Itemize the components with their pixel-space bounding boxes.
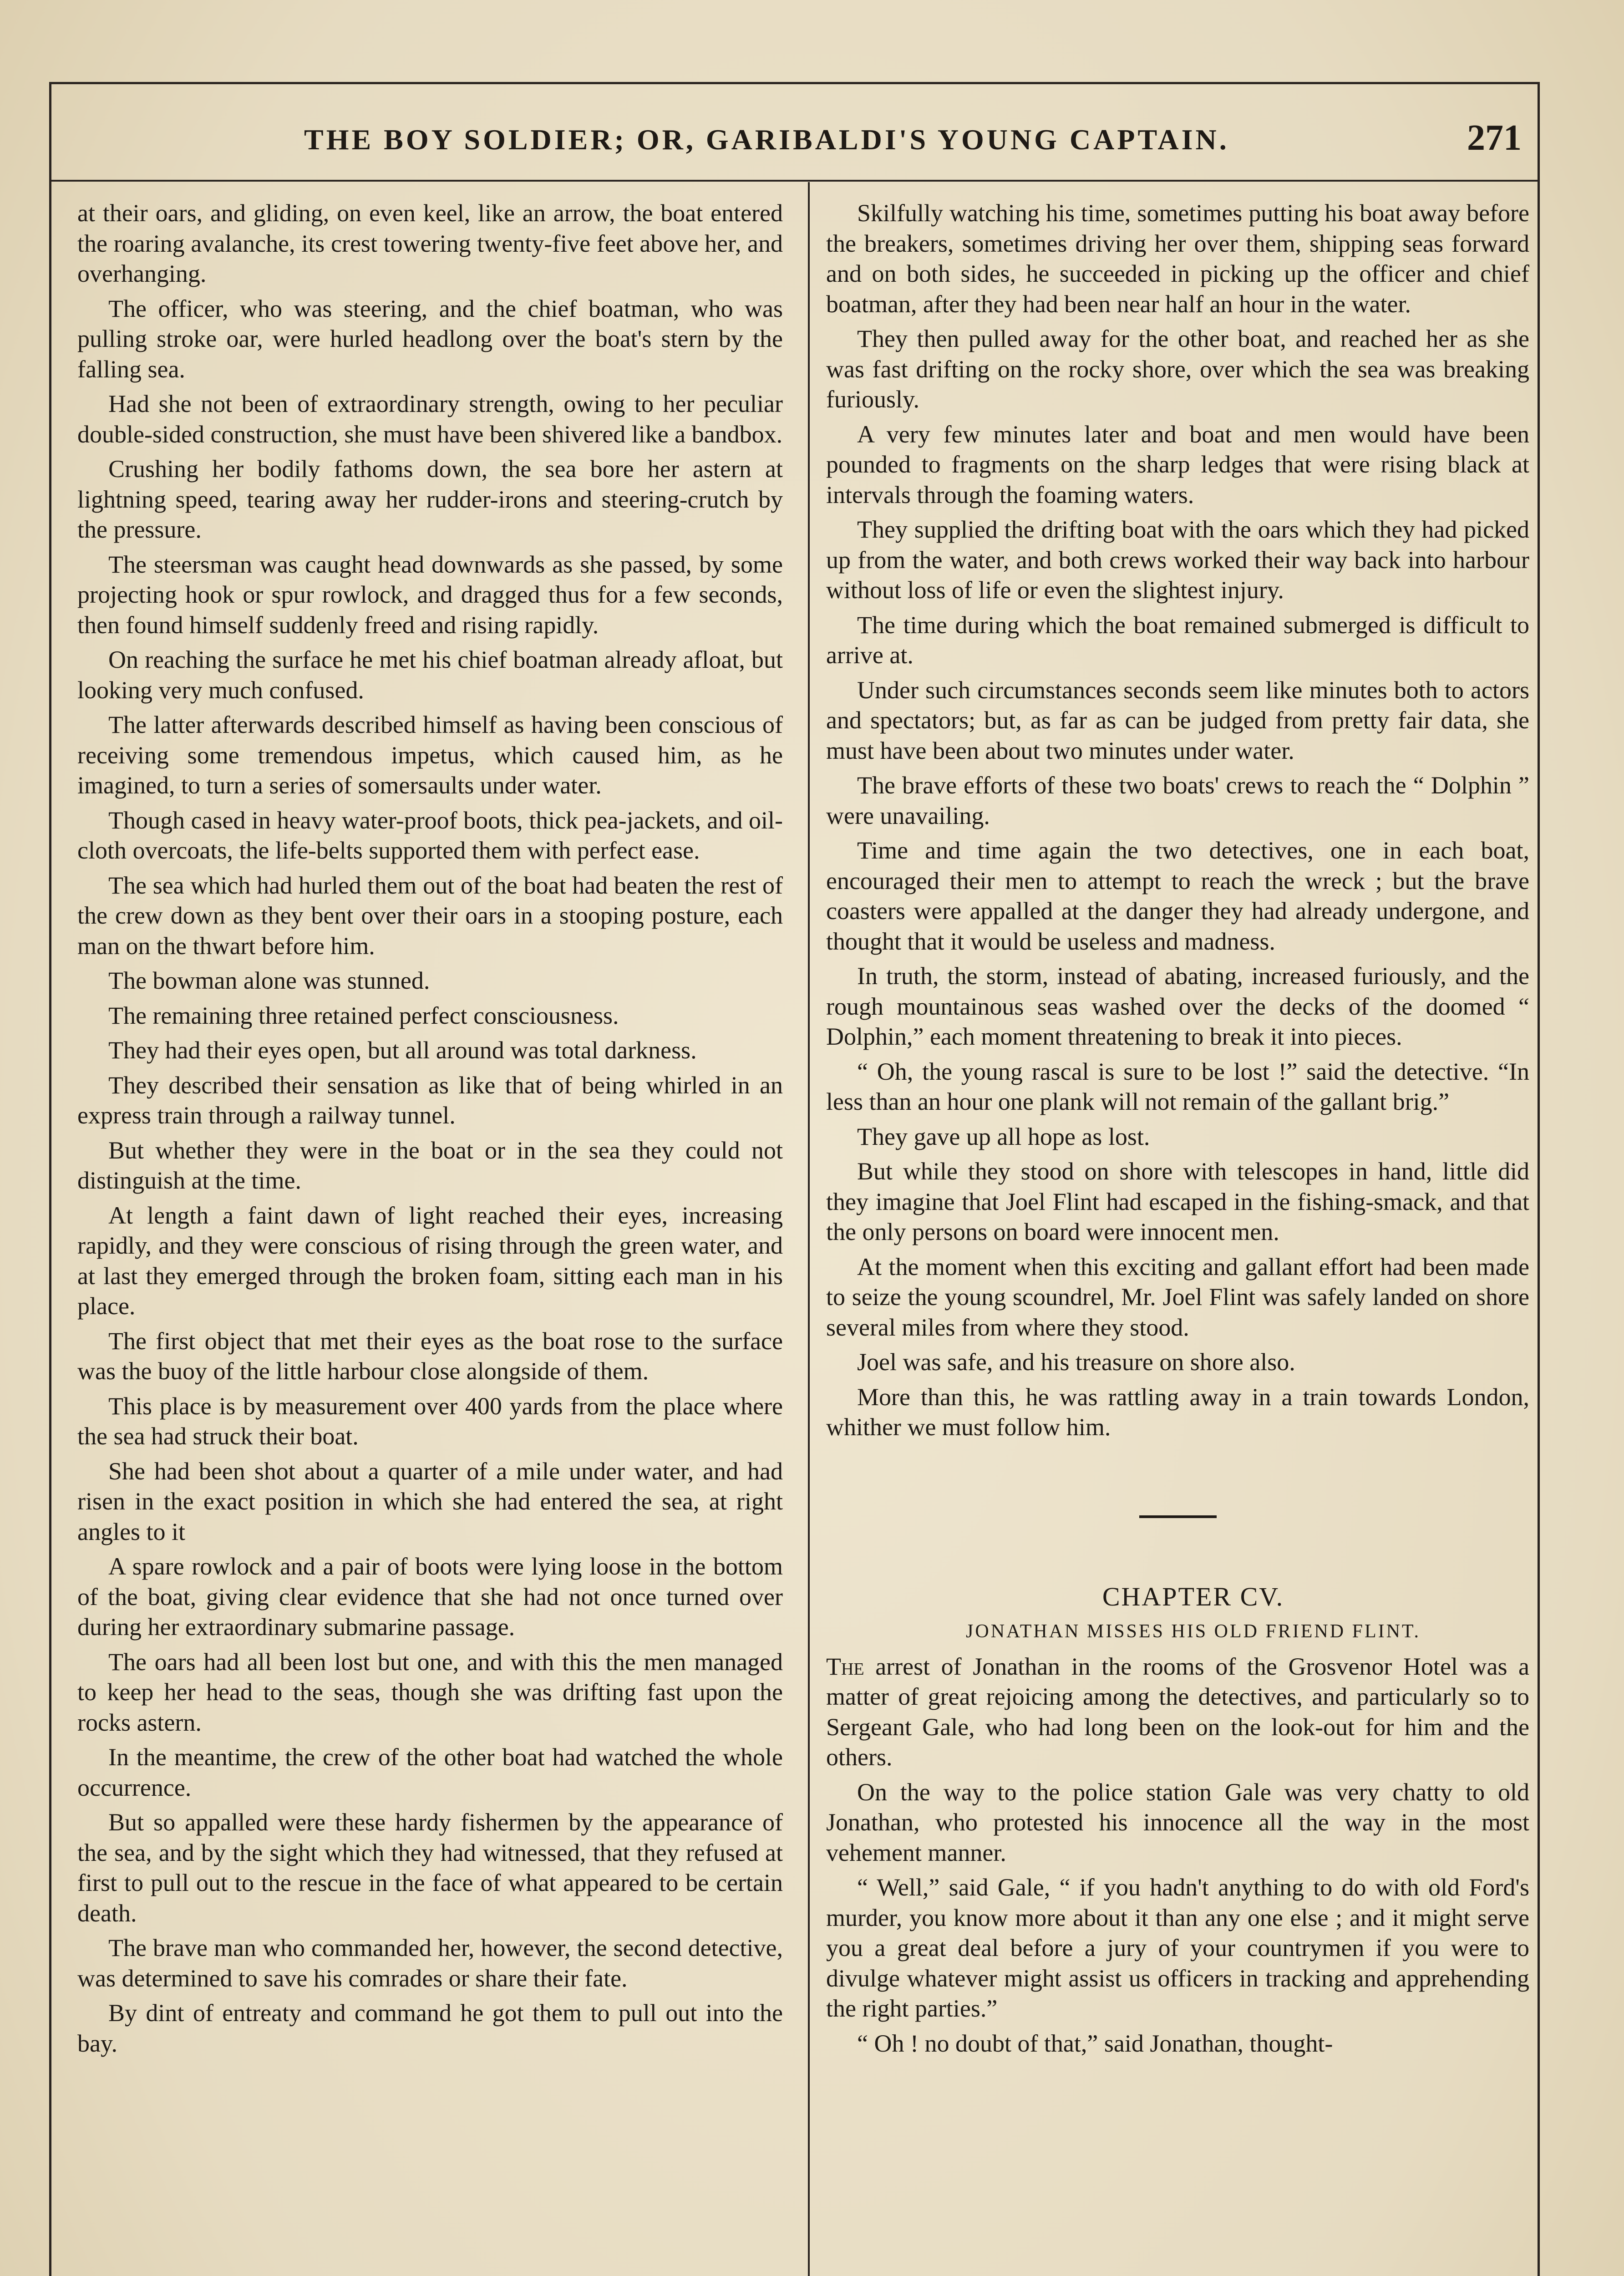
left-column: [77, 198, 783, 2276]
paragraph: “ Well,” said Gale, “ if you hadn't anything to do with old Ford's murder, you know more about it than any one else ; and it might serve you a great deal before a jury of your countrymen if you were to divulge whatever might assist us officers in tracking and apprehending the right parties.”: [826, 1874, 1529, 2022]
paragraph: The steersman was caught head downwards as she passed, by some projecting hook or spur rowlock, and dragged thus for a few seconds, then found himself suddenly freed and rising rapidly.: [77, 550, 783, 639]
paragraph: “ Oh ! no doubt of that,” said Jonathan, thought-: [857, 2029, 1333, 2057]
paragraph: In truth, the storm, instead of abating, increased furiously, and the rough mountainous seas washed over the decks of the doomed “ Dolphin,” each moment threatening to break it into pieces.: [826, 962, 1529, 1050]
paragraph: The latter afterwards described himself as having been conscious of receiving some tremendous impetus, which caused him, as he imagined, to turn a series of somersaults under water.: [77, 711, 783, 799]
right-column: [826, 198, 1529, 2276]
paragraph: Joel was safe, and his treasure on shore also.: [857, 1348, 1295, 1376]
paragraph: Under such circumstances seconds seem like minutes both to actors and spectators; but, as far as can be judged from pretty fair data, she must have been about two minutes under water.: [826, 676, 1529, 764]
paragraph: The oars had all been lost but one, and with this the men managed to keep her head to the seas, though she was drifting fast upon the rocks astern.: [77, 1648, 783, 1736]
paragraph: On the way to the police station Gale was very chatty to old Jonathan, who protested his innocence all the way in the most vehement manner.: [826, 1778, 1529, 1866]
paragraph: More than this, he was rattling away in a train towards London, whither we must follow him.: [826, 1383, 1529, 1441]
chapter-opening-paragraph: [826, 1651, 1529, 1773]
paragraph: At the moment when this exciting and gallant effort had been made to seize the young scoundrel, Mr. Joel Flint was safely landed on shore several miles from where they stood.: [826, 1253, 1529, 1341]
paragraph: The first object that met their eyes as the boat rose to the surface was the buoy of the little harbour close alongside of them.: [77, 1327, 783, 1385]
paragraph: But while they stood on shore with telescopes in hand, little did they imagine that Joel Flint had escaped in the fishing-smack, and that the only persons on board were innocent men.: [826, 1158, 1529, 1245]
page-number: 271: [1467, 118, 1522, 158]
paragraph: The brave efforts of these two boats' crews to reach the “ Dolphin ” were unavailing.: [826, 772, 1529, 829]
paragraph: At length a faint dawn of light reached their eyes, increasing rapidly, and they were conscious of rising through the green water, and at last they emerged through the broken foam, sitting each man in his place.: [77, 1201, 783, 1320]
paragraph: But whether they were in the boat or in the sea they could not distinguish at the time.: [77, 1136, 783, 1194]
paragraph: They described their sensation as like that of being whirled in an express train through a railway tunnel.: [77, 1071, 783, 1129]
paragraph: They then pulled away for the other boat, and reached her as she was fast drifting on the rocky shore, over which the sea was breaking furiously.: [826, 325, 1529, 413]
paragraph: Had she not been of extraordinary strength, owing to her peculiar double-sided construction, she must have been shivered like a bandbox.: [77, 390, 783, 448]
paragraph: The remaining three retained perfect consciousness.: [108, 1001, 619, 1029]
chapter-title: CHAPTER CV.: [1102, 1581, 1284, 1611]
running-title: THE BOY SOLDIER; OR, GARIBALDI'S YOUNG CAPTAIN.: [304, 123, 1229, 156]
column-divider: [808, 182, 810, 2276]
opening-text: arrest of Jonathan in the rooms of the Grosvenor Hotel was a matter of great rejoicing among the detectives, and particularly so to Sergeant Gale, who had long been on the look-out for him and the others.: [826, 1652, 1529, 1771]
paragraph: The officer, who was steering, and the chief boatman, who was pulling stroke oar, were hurled headlong over the boat's stern by the falling sea.: [77, 295, 783, 383]
paragraph: By dint of entreaty and command he got them to pull out into the bay.: [77, 1999, 783, 2057]
paragraph: A spare rowlock and a pair of boots were lying loose in the bottom of the boat, giving clear evidence that she had not once turned over during her extraordinary submarine passage.: [77, 1553, 783, 1641]
paragraph: They gave up all hope as lost.: [857, 1123, 1150, 1150]
paragraph: The time during which the boat remained submerged is difficult to arrive at.: [826, 611, 1529, 669]
header-rule: [49, 180, 1540, 182]
paragraph: “ Oh, the young rascal is sure to be lost !” said the detective. “In less than an hour one plank will not remain of the gallant brig.”: [826, 1057, 1529, 1115]
paragraph: In the meantime, the crew of the other boat had watched the whole occurrence.: [77, 1743, 783, 1801]
section-end-rule: [1139, 1515, 1217, 1518]
opening-word: The: [826, 1652, 864, 1680]
paragraph: She had been shot about a quarter of a mile under water, and had risen in the exact position in which she had entered the sea, at right angles to it: [77, 1457, 783, 1545]
paragraph: A very few minutes later and boat and men would have been pounded to fragments on the sharp ledges that were rising black at intervals through the foaming waters.: [826, 420, 1529, 508]
paragraph: Crushing her bodily fathoms down, the sea bore her astern at lightning speed, tearing away her rudder-irons and steering-crutch by the pressure.: [77, 455, 783, 543]
paragraph: The bowman alone was stunned.: [108, 967, 430, 994]
paragraph: But so appalled were these hardy fishermen by the appearance of the sea, and by the sight which they had witnessed, that they refused at first to pull out to the rescue in the face of what appeared to be certain death.: [77, 1809, 783, 1927]
chapter-subtitle: JONATHAN MISSES HIS OLD FRIEND FLINT.: [966, 1621, 1421, 1642]
paragraph: Skilfully watching his time, sometimes putting his boat away before the breakers, sometimes driving her over them, shipping seas forward and on both sides, he succeeded in picking up the officer and chief boatman, after they had been near half an hour in the water.: [826, 199, 1529, 318]
paragraph: Though cased in heavy water-proof boots, thick pea-jackets, and oil-cloth overcoats, the life-belts supported them with perfect ease.: [77, 806, 783, 864]
paragraph: at their oars, and gliding, on even keel, like an arrow, the boat entered the roaring avalanche, its crest towering twenty-five feet above her, and overhanging.: [77, 199, 783, 287]
paragraph: They had their eyes open, but all around was total darkness.: [108, 1036, 697, 1064]
paragraph: The brave man who commanded her, however, the second detective, was determined to save his comrades or share their fate.: [77, 1934, 783, 1992]
running-header: [49, 114, 1540, 173]
paragraph: This place is by measurement over 400 yards from the place where the sea had struck their boat.: [77, 1392, 783, 1450]
paragraph: They supplied the drifting boat with the oars which they had picked up from the water, and both crews worked their way back into harbour without loss of life or even the slightest injury.: [826, 516, 1529, 604]
paragraph: Time and time again the two detectives, one in each boat, encouraged their men to attempt to reach the wreck ; but the brave coasters were appalled at the danger they had already undergone, and thought that it would be useless and madness.: [826, 837, 1529, 955]
paragraph: The sea which had hurled them out of the boat had beaten the rest of the crew down as they bent over their oars in a stooping posture, each man on the thwart before him.: [77, 871, 783, 960]
paragraph: On reaching the surface he met his chief boatman already afloat, but looking very much confused.: [77, 646, 783, 704]
